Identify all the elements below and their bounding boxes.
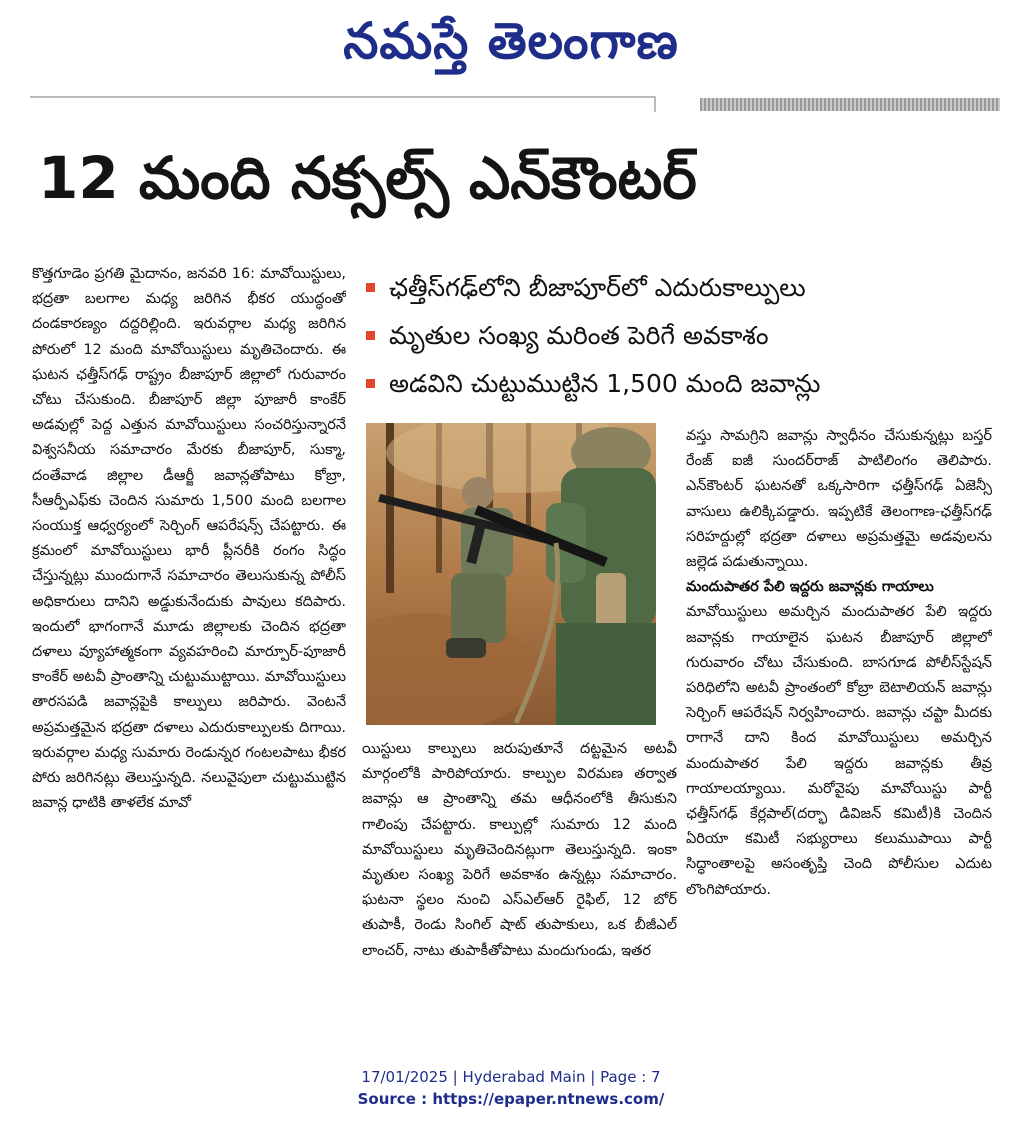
bullet-square-icon — [366, 283, 375, 292]
article-paragraph: వస్తు సామగ్రిని జవాన్లు స్వాధీనం చేసుకున్నట్లు బస్తర్ రేంజ్ ఐజీ సుందర్‌రాజ్ పాటిలింగం తెలిపారు. ఎన్‌కౌంటర్ ఘటనతో ఒక్కసారిగా ఛత్తీస్‌గఢ్ ఏజెన్సీ వాసులు ఉలిక్కిపడ్డారు. ఇప్పటికే తెలంగాణ-ఛత్తీస్‌గఢ్ సరిహద్దుల్లో భద్రతా దళాలు అప్రమత్తమై అడవులను జల్లెడ పడుతున్నాయి. — [686, 428, 992, 571]
summary-bullets — [366, 266, 996, 416]
article-paragraph: కొత్తగూడెం ప్రగతి మైదానం, జనవరి 16: మావోయిస్టులు, భద్రతా బలగాల మధ్య జరిగిన భీకర యుద్ధంతో దండకారణ్యం దద్దరిల్లింది. ఇరువర్గాల మధ్య జరిగిన పోరులో 12 మంది మావోయిస్టులు మృతిచెందారు. ఈ ఘటన ఛత్తీస్‌గఢ్ రాష్ట్రం బీజాపూర్ జిల్లాలో గురువారం చోటు చేసుకుంది. బీజాపూర్ జిల్లా పూజారీ కాంకేర్ అడవుల్లో పెద్ద ఎత్తున మావోయిస్టులు సంచరిస్తున్నారనే విశ్వసనీయ సమాచారం మేరకు బీజాపూర్, సుక్మా, దంతేవాడ జిల్లాల డీఆర్జీ జవాన్లతోపాటు కోబ్రా, సీఆర్పీఎఫ్‌కు చెందిన సుమారు 1,500 మంది బలగాల సంయుక్త ఆధ్వర్యంలో సెర్చింగ్ ఆపరేషన్స్ చేపట్టారు. ఈ క్రమంలో మావోయిస్టులు భారీ ప్లీనరీకి రంగం సిద్ధం చేస్తున్నట్లు ముందుగానే సమాచారం తెలుసుకున్న పోలీస్ అధికారులు దానిని అడ్డుకునేందుకు పావులు కదిపారు. ఇందులో భాగంగానే మూడు జిల్లాలకు చెందిన భద్రతా దళాలు వ్యూహాత్మకంగా వ్యవహరించి మార్పూర్-పూజారీ కాంకేర్ అటవీ ప్రాంతాన్ని చుట్టుముట్టాయి. మావోయిస్టులు తారసపడి జవాన్లపైకి కాల్పులు జరిపారు. వెంటనే అప్రమత్తమైన భద్రతా దళాలు ఎదురుకాల్పులకు దిగాయి. ఇరువర్గాల మధ్య సుమారు రెండున్నర గంటలపాటు భీకర పోరు జరిగినట్లు తెలుస్తున్నది. నలువైపులా చుట్టుముట్టిన జవాన్ల ధాటికి తాళలేక మావో — [32, 266, 346, 812]
bullet-square-icon — [366, 379, 375, 388]
footer-source-line: Source : https://epaper.ntnews.com/ — [357, 1090, 665, 1108]
newspaper-masthead: నమస్తే తెలంగాణ — [343, 12, 679, 70]
masthead-rule — [30, 96, 656, 112]
article-column-2 — [362, 737, 677, 1037]
article-paragraph: మావోయిస్టులు అమర్చిన మందుపాతర పేలి ఇద్దరు జవాన్లకు గాయాలైన ఘటన బీజాపూర్ జిల్లాలో గురువారం చోటు చేసుకుంది. బాసగూడ పోలీస్‌స్టేషన్ పరిధిలోని అటవీ ప్రాంతంలో కోబ్రా బెటాలియన్ జవాన్లు సెర్చింగ్ ఆపరేషన్ నిర్వహించారు. జవాన్లు చప్టా మీదకు రాగానే దాని కింద మావోయిస్టులు అమర్చిన మందుపాతర పేలి ఇద్దరు జవాన్లకు తీవ్ర గాయాలయ్యాయి. మరోవైపు మావోయిస్టు పార్టీ ఛత్తీస్‌గఢ్ కేర్లపాల్(దర్భా డివిజన్ కమిటీ)కి చెందిన ఏరియా కమిటీ సభ్యురాలు కలుముపాయి పార్టీ సిద్ధాంతాలపై అసంతృప్తి చెంది పోలీసుల ఎదుట లొంగిపోయారు. — [686, 604, 992, 898]
article-column-1 — [32, 262, 346, 1032]
article-paragraph: యిస్టులు కాల్పులు జరుపుతూనే దట్టమైన అటవీ మార్గంలోకి పారిపోయారు. కాల్పుల విరమణ తర్వాత జవాన్లు ఆ ప్రాంతాన్ని తమ ఆధీనంలోకి తీసుకుని గాలింపు చేపట్టారు. కాల్పుల్లో సుమారు 12 మంది మావోయిస్టులు మృతిచెందినట్లుగా తెలుస్తున్నది. ఇంకా మృతుల సంఖ్య పెరిగే అవకాశం ఉన్నట్లు సమాచారం. ఘటనా స్థలం నుంచి ఎస్ఎల్ఆర్ రైఫిల్, 12 బోర్ తుపాకీ, రెండు సింగిల్ షాట్ తుపాకులు, ఒక బీజీఎల్ లాంచర్, నాటు తుపాకీతోపాటు మందుగుండు, ఇతర — [362, 741, 677, 959]
summary-bullet — [366, 314, 996, 362]
footer-date-line: 17/01/2025 | Hyderabad Main | Page : 7 — [361, 1068, 661, 1086]
bullet-text: ఛత్తీస్‌గఢ్‌లోని బీజాపూర్‌లో ఎదురుకాల్పులు — [389, 273, 806, 302]
bullet-text: అడవిని చుట్టుముట్టిన 1,500 మంది జవాన్లు — [389, 369, 821, 398]
article-headline: 12 మంది నక్సల్స్ ఎన్‌కౌంటర్ — [38, 144, 697, 212]
article-subheading: మందుపాతర పేలి ఇద్దరు జవాన్లకు గాయాలు — [686, 579, 934, 596]
summary-bullet — [366, 266, 996, 314]
soldiers-photo-illustration — [366, 423, 656, 725]
summary-bullet — [366, 362, 996, 410]
masthead-pattern-bar — [700, 98, 1000, 111]
article-column-3 — [686, 424, 992, 1034]
bullet-text: మృతుల సంఖ్య మరింత పెరిగే అవకాశం — [389, 321, 769, 350]
bullet-square-icon — [366, 331, 375, 340]
news-photo — [366, 423, 656, 725]
